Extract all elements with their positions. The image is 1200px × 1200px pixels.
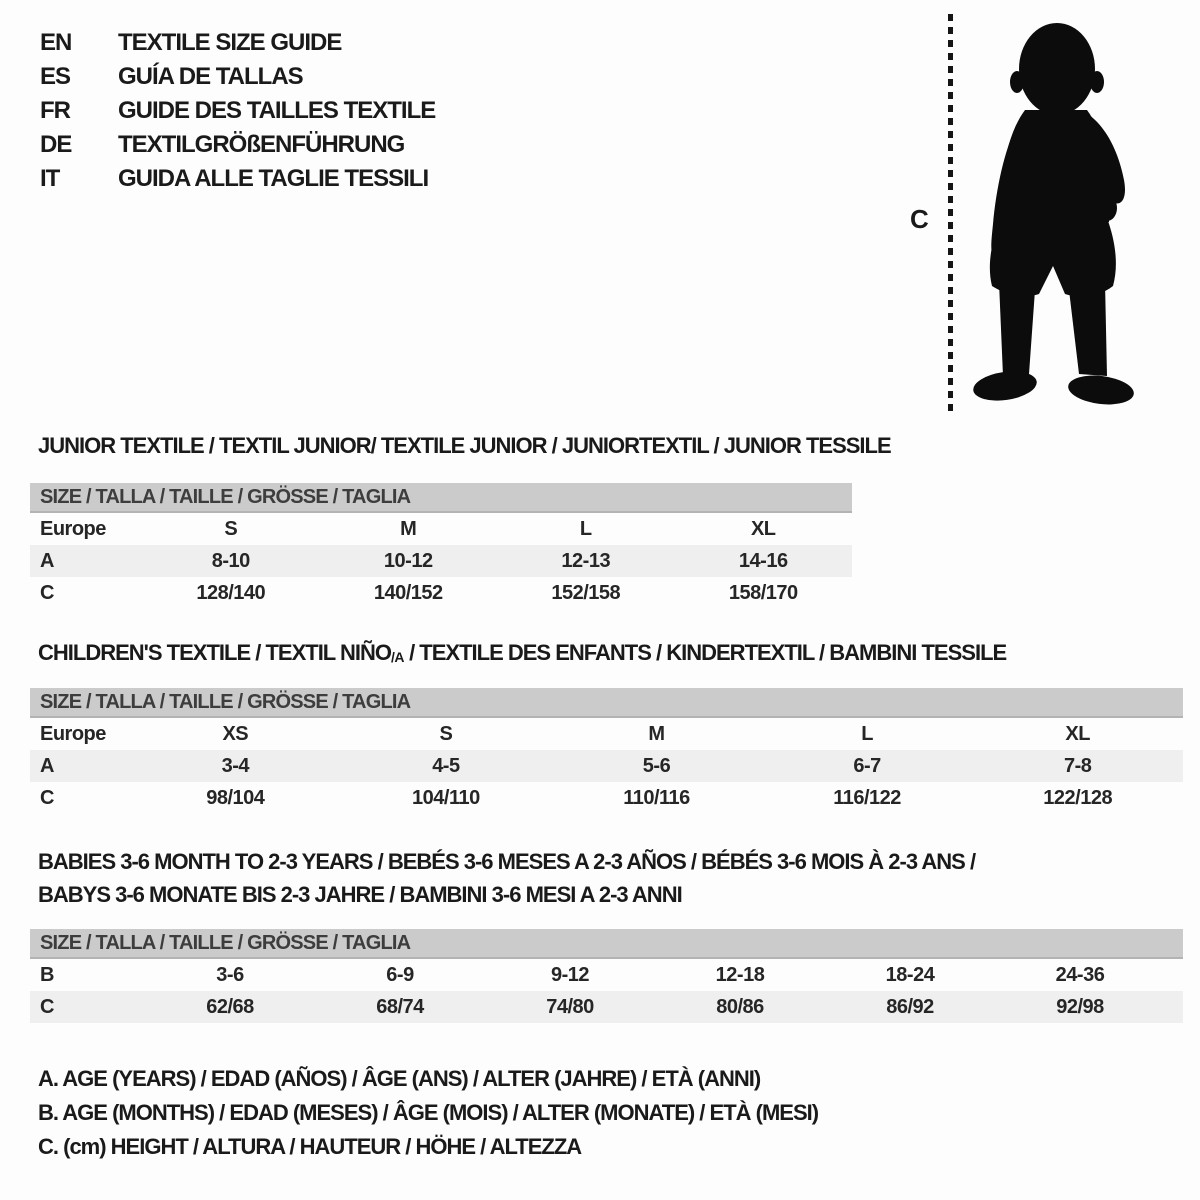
size-header-row: SIZE / TALLA / TAILLE / GRÖSSE / TAGLIA	[30, 688, 1183, 718]
table-row-height	[30, 577, 852, 609]
height-cell: 116/122	[833, 786, 901, 809]
height-cell: 128/140	[196, 581, 266, 604]
children-title-sub: /A	[390, 649, 404, 665]
legend-line-b: B. AGE (MONTHS) / EDAD (MESES) / ÂGE (MOIS) / ALTER (MONATE) / ETÀ (MESI)	[38, 1100, 819, 1125]
children-size-table	[30, 688, 1183, 814]
height-cell: 68/74	[376, 995, 424, 1018]
height-cell: 104/110	[412, 786, 480, 809]
size-cell: S	[439, 722, 453, 745]
row-label: A	[40, 549, 54, 572]
age-cell: 6-9	[386, 963, 414, 986]
table-row-age	[30, 750, 1183, 782]
size-cell: S	[224, 517, 238, 540]
row-label: Europe	[40, 517, 106, 540]
legend-line-c: C. (cm) HEIGHT / ALTURA / HAUTEUR / HÖHE / ALTEZZA	[38, 1134, 582, 1159]
height-cell: 86/92	[886, 995, 934, 1018]
height-cell: 74/80	[546, 995, 594, 1018]
babies-section-title-line1: BABIES 3-6 MONTH TO 2-3 YEARS / BEBÉS 3-6 MESES A 2-3 AÑOS / BÉBÉS 3-6 MOIS À 2-3 ANS /	[38, 849, 976, 874]
babies-size-table	[30, 929, 1183, 1023]
age-cell: 18-24	[885, 963, 935, 986]
language-row-it	[40, 162, 435, 196]
babies-section-title-line2: BABYS 3-6 MONATE BIS 2-3 JAHRE / BAMBINI 3-6 MESI A 2-3 ANNI	[38, 882, 682, 907]
size-cell: L	[579, 517, 592, 540]
children-title-main: CHILDREN'S TEXTILE / TEXTIL NIÑO	[38, 640, 391, 665]
language-code: ES	[40, 63, 71, 90]
size-cell: M	[648, 722, 665, 745]
height-measure-label: C	[910, 204, 929, 234]
height-measure-dashed-line	[948, 14, 953, 416]
age-cell: 14-16	[738, 549, 788, 572]
language-code: EN	[40, 29, 72, 56]
children-section-title	[38, 640, 1006, 666]
children-title-rest: / TEXTILE DES ENFANTS / KINDERTEXTIL / BAMBINI TESSILE	[403, 640, 1007, 665]
language-title: GUÍA DE TALLAS	[118, 63, 303, 90]
size-header-row: SIZE / TALLA / TAILLE / GRÖSSE / TAGLIA	[30, 483, 852, 513]
table-row-europe	[30, 718, 1183, 750]
age-cell: 24-36	[1055, 963, 1105, 986]
height-cell: 92/98	[1056, 995, 1104, 1018]
language-title: GUIDA ALLE TAGLIE TESSILI	[118, 165, 429, 192]
row-label: C	[40, 786, 54, 809]
size-header-row: SIZE / TALLA / TAILLE / GRÖSSE / TAGLIA	[30, 929, 1183, 959]
row-label: B	[40, 963, 54, 986]
size-cell: XL	[750, 517, 776, 540]
height-cell: 110/116	[623, 786, 690, 809]
language-row-de	[40, 128, 435, 162]
size-cell: XS	[222, 722, 249, 745]
height-cell: 80/86	[716, 995, 764, 1018]
age-cell: 4-5	[432, 754, 460, 777]
age-cell: 5-6	[642, 754, 671, 777]
height-cell: 122/128	[1043, 786, 1113, 809]
age-cell: 7-8	[1063, 754, 1092, 777]
junior-section-title: JUNIOR TEXTILE / TEXTIL JUNIOR/ TEXTILE JUNIOR / JUNIORTEXTIL / JUNIOR TESSILE	[38, 433, 891, 458]
language-code: DE	[40, 131, 72, 158]
age-cell: 10-12	[383, 549, 433, 572]
junior-size-table	[30, 483, 852, 609]
age-cell: 9-12	[550, 963, 590, 986]
row-label: A	[40, 754, 54, 777]
language-code: FR	[40, 97, 70, 124]
size-cell: XL	[1065, 722, 1090, 745]
table-row-europe	[30, 513, 852, 545]
table-row-height	[30, 991, 1183, 1023]
table-row-age-months	[30, 959, 1183, 991]
size-cell: M	[400, 517, 417, 540]
language-row-en	[40, 26, 435, 60]
language-row-es	[40, 60, 435, 94]
language-title: TEXTILGRÖßENFÜHRUNG	[118, 131, 405, 158]
height-cell: 140/152	[373, 581, 443, 604]
size-cell: L	[861, 722, 873, 745]
age-cell: 6-7	[853, 754, 881, 777]
age-cell: 12-13	[561, 549, 611, 572]
height-cell: 62/68	[206, 995, 254, 1018]
age-cell: 8-10	[211, 549, 250, 572]
row-label: Europe	[40, 722, 106, 745]
legend	[38, 1066, 818, 1168]
height-cell: 98/104	[206, 786, 265, 809]
age-cell: 3-4	[221, 754, 249, 777]
row-label: C	[40, 995, 54, 1018]
row-label: C	[40, 581, 54, 604]
height-measure-figure	[902, 8, 1182, 422]
language-title: TEXTILE SIZE GUIDE	[118, 29, 342, 56]
age-cell: 3-6	[216, 963, 244, 986]
language-title: GUIDE DES TAILLES TEXTILE	[118, 97, 436, 124]
toddler-silhouette-icon	[965, 14, 1137, 408]
language-code: IT	[40, 165, 60, 192]
age-cell: 12-18	[715, 963, 765, 986]
language-title-list	[40, 26, 435, 196]
height-cell: 152/158	[551, 581, 621, 604]
table-row-age	[30, 545, 852, 577]
language-row-fr	[40, 94, 435, 128]
height-cell: 158/170	[728, 581, 798, 604]
table-row-height	[30, 782, 1183, 814]
legend-line-a: A. AGE (YEARS) / EDAD (AÑOS) / ÂGE (ANS) / ALTER (JAHRE) / ETÀ (ANNI)	[38, 1066, 761, 1091]
